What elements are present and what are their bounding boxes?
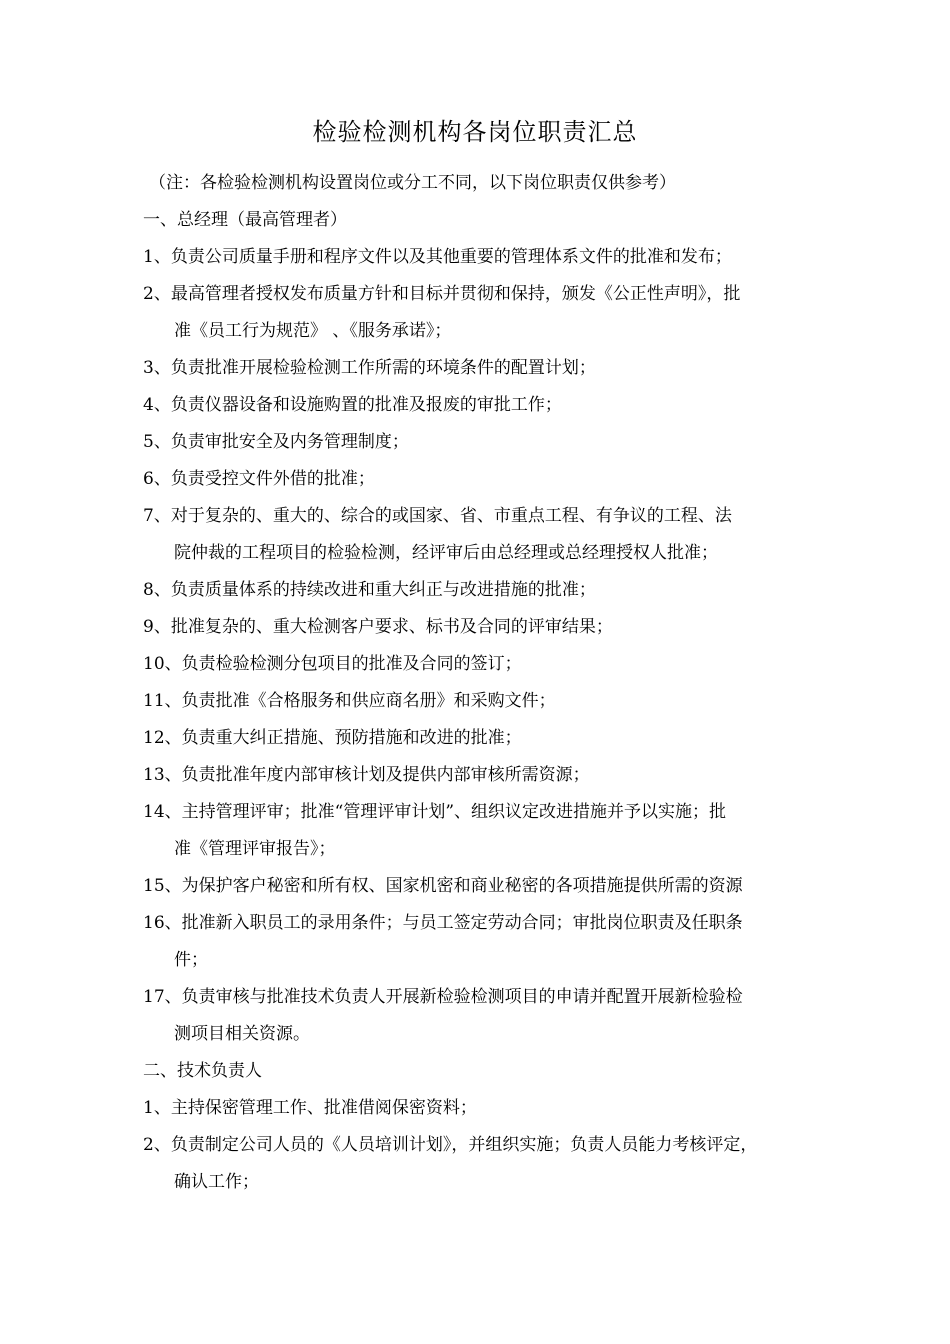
list-item: 6、负责受控文件外借的批准；	[143, 469, 375, 489]
list-item: 10、负责检验检测分包项目的批准及合同的签订；	[143, 654, 522, 674]
list-item-continuation: 确认工作；	[174, 1172, 259, 1192]
list-item: 8、负责质量体系的持续改进和重大纠正与改进措施的批准；	[143, 580, 596, 600]
document-body	[143, 165, 813, 1201]
list-item-continuation: 准《管理评审报告》；	[174, 839, 336, 859]
list-item: 1、主持保密管理工作、批准借阅保密资料；	[143, 1098, 477, 1118]
list-item: 1、负责公司质量手册和程序文件以及其他重要的管理体系文件的批准和发布；	[143, 247, 732, 267]
list-item-continuation: 准《员工行为规范》 、《服务承诺》；	[174, 321, 452, 341]
list-item: 15、为保护客户秘密和所有权、国家机密和商业秘密的各项措施提供所需的资源	[143, 876, 743, 896]
list-item: 4、负责仪器设备和设施购置的批准及报废的审批工作；	[143, 395, 562, 415]
list-item: 7、对于复杂的、重大的、综合的或国家、省、市重点工程、有争议的工程、法	[143, 506, 732, 526]
list-item-continuation: 件；	[174, 950, 208, 970]
list-item: 16、批准新入职员工的录用条件；与员工签定劳动合同；审批岗位职责及任职条	[143, 913, 743, 933]
list-item: 9、批准复杂的、重大检测客户要求、标书及合同的评审结果；	[143, 617, 613, 637]
list-item: 11、负责批准《合格服务和供应商名册》和采购文件；	[143, 691, 556, 711]
list-item: 17、负责审核与批准技术负责人开展新检验检测项目的申请并配置开展新检验检	[143, 987, 743, 1007]
list-item: 12、负责重大纠正措施、预防措施和改进的批准；	[143, 728, 522, 748]
section-heading: 二、技术负责人	[143, 1061, 262, 1081]
list-item-continuation: 测项目相关资源。	[174, 1024, 310, 1044]
list-item: 2、最高管理者授权发布质量方针和目标并贯彻和保持，颁发《公正性声明》，批	[143, 284, 741, 304]
section-heading: 一、总经理（最高管理者）	[143, 210, 347, 230]
page-title: 检验检测机构各岗位职责汇总	[312, 118, 638, 146]
note-text: （注：各检验检测机构设置岗位或分工不同，以下岗位职责仅供参考）	[149, 173, 676, 193]
list-item-continuation: 院仲裁的工程项目的检验检测，经评审后由总经理或总经理授权人批准；	[174, 543, 718, 563]
list-item: 2、负责制定公司人员的《人员培训计划》，并组织实施；负责人员能力考核评定，	[143, 1135, 758, 1155]
list-item: 13、负责批准年度内部审核计划及提供内部审核所需资源；	[143, 765, 590, 785]
list-item: 14、主持管理评审；批准“管理评审计划”、组织议定改进措施并予以实施；批	[143, 802, 727, 822]
list-item: 3、负责批准开展检验检测工作所需的环境条件的配置计划；	[143, 358, 596, 378]
list-item: 5、负责审批安全及内务管理制度；	[143, 432, 409, 452]
